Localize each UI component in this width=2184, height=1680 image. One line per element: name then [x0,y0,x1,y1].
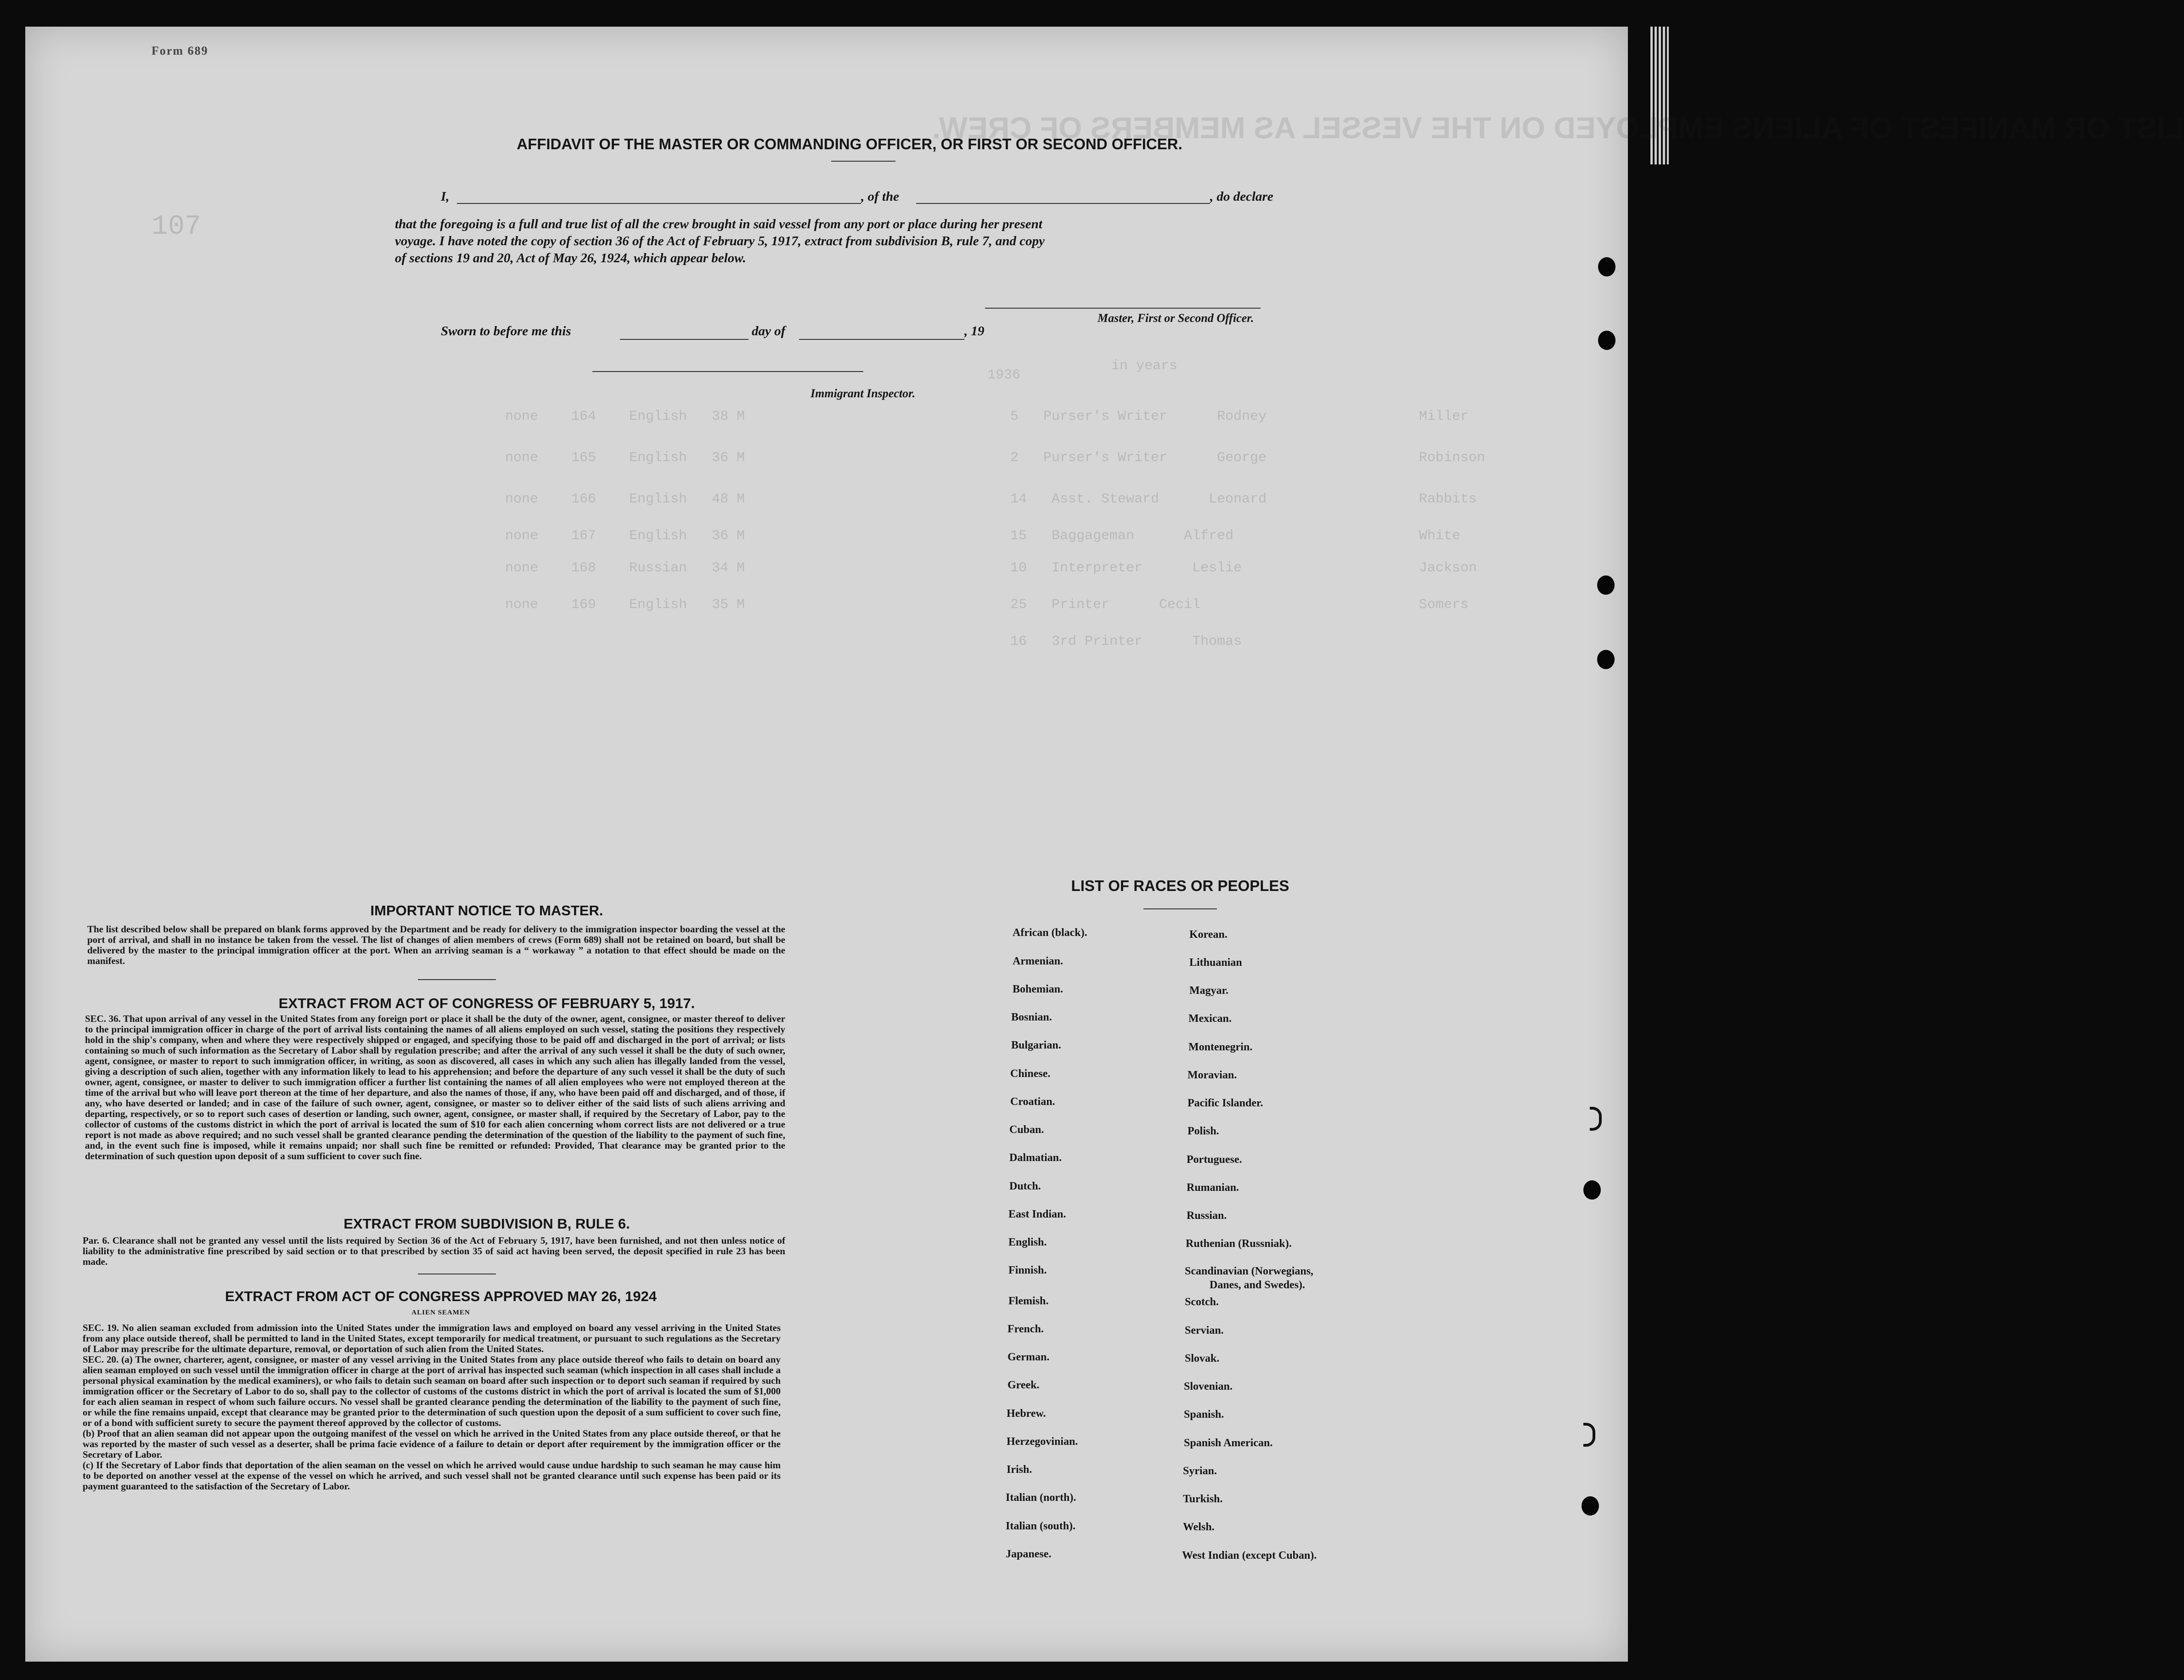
sworn-month-field[interactable] [799,339,964,340]
affiant-name-field[interactable] [457,203,861,204]
notice-body [87,924,785,966]
race-right-10: Rumanian. [1187,1182,1239,1194]
affidavit-of-the-label: , of the [861,189,899,204]
sworn-label: Sworn to before me this [441,324,571,338]
race-right-18: Slovenian. [1184,1381,1233,1392]
race-right-6: Moravian. [1188,1069,1237,1081]
race-right-20: Spanish American. [1184,1437,1273,1449]
bleed-through-title: LIST OR MANIFEST OF ALIENS EMPLOYED ON THE VESSEL AS MEMBERS OF CREW. [932,111,2184,145]
affidavit-declare-label: , do declare [1210,189,1273,204]
race-left-8: Cuban. [1009,1124,1044,1136]
races-title: LIST OF RACES OR PEOPLES [1071,877,1289,894]
sworn-day-field[interactable] [620,339,749,340]
race-right-16: Servian. [1185,1325,1224,1336]
race-left-6: Chinese. [1010,1068,1051,1080]
master-signature-label: Master, First or Second Officer. [1098,311,1254,325]
extract-rule6-title: EXTRACT FROM SUBDIVISION B, RULE 6. [343,1216,630,1232]
race-right-24: West Indian (except Cuban). [1182,1550,1317,1562]
day-of-label: day of [752,324,786,338]
race-left-15: French. [1008,1323,1044,1335]
race-left-5: Bulgarian. [1011,1039,1061,1051]
extract-1917-body [85,1014,785,1161]
race-left-13: Finnish. [1008,1264,1047,1276]
punch-hole [1597,575,1615,595]
race-left-20: Irish. [1007,1464,1032,1476]
race-left-19: Herzegovinian. [1007,1436,1078,1448]
race-right-1: Korean. [1189,929,1227,941]
extract-rule6-body [83,1235,785,1267]
affidavit-title-rule [831,161,895,162]
extract-1924-sec20b: (b) Proof that an alien seaman did not appear upon the outgoing manifest of the vessel on which he arrived in the United States from any place outside thereof, or that he was reported by the master of such vessel as a deserter, shall be prima facie evidence of a failure to detain or deport after requirement by the immigration officer or the Secretary of Labor. [83,1428,781,1460]
race-right-5: Montenegrin. [1188,1041,1253,1053]
race-left-18: Hebrew. [1007,1408,1046,1420]
race-right-8: Polish. [1188,1125,1219,1137]
year-label: , 19 [964,324,985,338]
race-left-2: Armenian. [1013,955,1063,967]
race-right-23: Welsh. [1183,1521,1215,1533]
race-right-2: Lithuanian [1189,957,1242,969]
race-left-1: African (black). [1013,927,1087,939]
punch-hole [1598,257,1615,276]
extract-1924-body [83,1323,781,1492]
notice-title: IMPORTANT NOTICE TO MASTER. [370,902,603,919]
race-left-14: Flemish. [1008,1295,1049,1307]
punch-hole [1598,331,1615,350]
punch-hole [1582,1496,1599,1516]
affidavit-title: AFFIDAVIT OF THE MASTER OR COMMANDING OFFICER, OR FIRST OR SECOND OFFICER. [517,135,1182,152]
race-right-3: Magyar. [1189,985,1229,997]
race-right-13: Scandinavian (Norwegians, [1185,1265,1314,1277]
race-left-22: Italian (south). [1006,1520,1076,1532]
race-right-12: Ruthenian (Russniak). [1186,1238,1292,1250]
extract-1924-subtitle: ALIEN SEAMEN [411,1309,470,1316]
race-right-17: Slovak. [1185,1353,1220,1364]
punch-hole [1583,1180,1601,1200]
race-right-4: Mexican. [1188,1013,1232,1025]
extract-1924-sec20a: SEC. 20. (a) The owner, charterer, agent, consignee, or master of any vessel arriving in the United States from any place outside thereof who fails to detain on board any alien seaman employed on such vessel until the immigration officer in charge at the port of arrival has inspected such seaman (which inspection in all cases shall include a personal physical examination by the medical examiners), or who fails to detain such seaman on board after such inspection or to deport such seaman if required by such immigration officer or the Secretary of Labor to do so, shall pay to the collector of customs of the customs district in which the port of arrival is located the sum of $1,000 for each alien seaman in respect of whom such failure occurs. No vessel shall be granted clearance pending the determination of the liability to the payment of such fine, or while the fine remains unpaid, except that clearance may be granted prior to the determination of such question upon the deposit of a sum sufficient to cover such fine, or of a bond with sufficient surety to secure the payment thereof approved by the collector of customs. [83,1354,781,1428]
races-title-rule [1143,908,1217,909]
affidavit-body-line-1: that the foregoing is a full and true list of all the crew brought in said vessel from any port or place during her present [395,217,1042,231]
notice-text: The list described below shall be prepared on blank forms approved by the Department and be ready for delivery to the immigration inspector boarding the vessel at the port of arrival, and shall in no instance be taken from the vessel. The list of changes of alien members of crews (Form 689) shall not be retained on board, but shall be delivered by the master to the principal immigration officer at the port. When an arriving seaman is a “ workaway ” a notation to that effect should be made on the manifest. [87,924,785,966]
punch-hole [1597,650,1615,669]
vessel-name-field[interactable] [916,203,1210,204]
race-right-11: Russian. [1187,1210,1227,1222]
affidavit-body-line-3: of sections 19 and 20, Act of May 26, 1924, which appear below. [395,251,746,265]
race-left-12: English. [1008,1236,1047,1248]
race-left-3: Bohemian. [1013,983,1064,995]
master-signature-field[interactable] [985,308,1261,309]
race-right-19: Spanish. [1184,1409,1224,1421]
extract-1924-sec19: SEC. 19. No alien seaman excluded from admission into the United States under the immigration laws and employed on board any vessel arriving in the United States from any place outside thereof, shall be permitted to land in the United States, except temporarily for medical treatment, or pursuant to such regulations as the Secretary of Labor may prescribe for the ultimate departure, removal, or deportation of such alien from the United States. [83,1322,781,1354]
inspector-label: Immigrant Inspector. [811,387,916,400]
race-right-21: Syrian. [1183,1465,1217,1477]
affidavit-body-line-2: voyage. I have noted the copy of section 36 of the Act of February 5, 1917, extract from subdivision B, rule 7, and copy [395,234,1045,248]
race-right-14: Danes, and Swedes). [1210,1279,1306,1291]
race-left-23: Japanese. [1006,1548,1052,1560]
race-left-7: Croatian. [1010,1096,1055,1108]
race-left-17: Greek. [1008,1379,1040,1391]
race-right-22: Turkish. [1183,1493,1223,1505]
race-left-21: Italian (north). [1006,1492,1076,1504]
form-number: Form 689 [152,44,208,57]
extract-1924-title: EXTRACT FROM ACT OF CONGRESS APPROVED MAY 26, 1924 [225,1288,657,1304]
notice-rule [418,979,496,980]
race-left-9: Dalmatian. [1009,1152,1062,1164]
affidavit-i-label: I, [441,189,450,204]
race-left-16: German. [1008,1351,1050,1363]
extract-1917-text: SEC. 36. That upon arrival of any vessel in the United States from any foreign port or place it shall be the duty of the owner, agent, consignee, or master thereof to deliver to the principal immigration officer in charge of the port of arrival lists containing the names of all aliens employed on such vessel, stating the positions they respectively hold in the ship's company, when and where they were respectively shipped or engaged, and specifying those to be paid off and discharged in the port of arrival; or lists containing so much of such information as the Secretary of Labor shall by regulation prescribe; and after the arrival of any such vessel it shall be the duty of such owner, agent, consignee, or master to report to such immigration officer, in writing, as soon as discovered, all cases in which any such alien has illegally landed from the vessel, giving a description of such alien, together with any information likely to lead to his apprehension; and before the departure of any such vessel it shall be the duty of such owner, agent, consignee, or master to deliver to such immigration officer a further list containing the names of all alien employees who were not employed thereon at the time of the arrival but who will leave port thereon at the time of her departure, and also the names of those, if any, who have been paid off and discharged, and of those, if any, who have deserted or landed; and in case of the failure of such owner, agent, consignee, or master so to deliver either of the said lists of such aliens arriving and departing, respectively, or so to report such cases of desertion or landing, such owner, agent, consignee, or master shall, if required by the Secretary of Labor, pay to the collector of customs of the customs district in which the port of arrival is located the sum of $10 for each alien concerning whom correct lists are not delivered or a true report is not made as above required; and no such vessel shall be granted clearance pending the determination of the question of the liability to the payment of such fine, and, in the event such fine is imposed, while it remains unpaid; nor shall such fine be remitted or refunded: Provided, That clearance may be granted prior to the determination of such question upon deposit of a sum sufficient to cover such fine. [85,1013,785,1161]
race-left-10: Dutch. [1009,1180,1041,1192]
extract-1917-title: EXTRACT FROM ACT OF CONGRESS OF FEBRUARY 5, 1917. [278,995,695,1011]
affidavit-body [395,216,1313,267]
race-right-9: Portuguese. [1187,1154,1242,1166]
race-left-11: East Indian. [1008,1208,1066,1220]
extract-rule6-text: Par. 6. Clearance shall not be granted any vessel until the lists required by Section 36 of the Act of February 5, 1917, have been furnished, and not then unless notice of liability to the administrative fine prescribed by said section or to that prescribed by section 35 of said act having been served, the deposit specified in rule 23 has been made. [83,1235,785,1267]
race-left-4: Bosnian. [1011,1011,1052,1023]
inspector-signature-field[interactable] [592,371,863,372]
extract-1924-sec20c: (c) If the Secretary of Labor finds that deportation of the alien seaman on the vessel on which he arrived would cause undue hardship to such seaman he may cause him to be deported on another vessel at the expense of the vessel on which he arrived, and such vessel shall not be granted clearance until such expense has been paid or its payment guaranteed to the satisfaction of the Secretary of Labor. [83,1460,781,1492]
race-right-15: Scotch. [1185,1296,1219,1308]
race-right-7: Pacific Islander. [1188,1097,1263,1109]
